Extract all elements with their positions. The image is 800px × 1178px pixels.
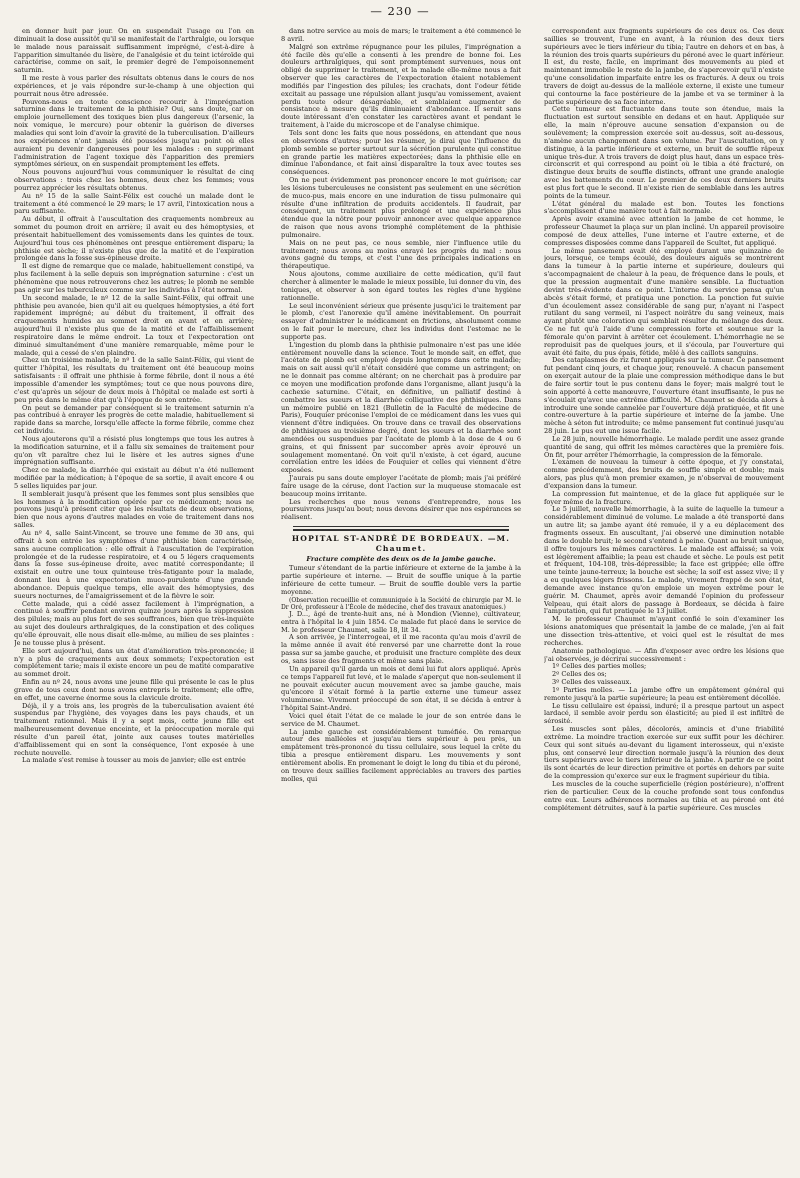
- paragraph: Au nº 4, salle Saint-Vincent, se trouve une femme de 30 ans, qui offrait à son entrée les symptômes d'une phthisie bien caractérisée, sans aucune complication : elle offrait à l'auscultation de l'expiration prolongée et de la rudesse respiratoire, et 4 ou 5 légers craquements dans la fosse sus-épineuse droite, avec matité correspondante; il existait en outre une toux quinteuse très-fatigante pour la malade, donnant lieu à une expectoration muco-purulente d'une grande abondance. Depuis quelque temps, elle avait des hémoptysies, des sueurs nocturnes, de l'amaigrissement et de la fièvre le soir.: [14, 529, 254, 600]
- paragraph: Il me reste à vous parler des résultats obtenus dans le cours de nos expériences, et je vais répondre sur-le-champ à une objection qui pourrait nous être adressée.: [14, 74, 254, 98]
- paragraph: L'ingestion du plomb dans la phthisie pulmonaire n'est pas une idée entièrement nouvelle dans la science. Tout le monde sait, en effet, que l'acétate de plomb est employé depuis longtemps dans cette maladie; mais on sait aussi qu'il n'était considéré que comme un astringent; on ne le donnait pas comme altérant; on ne cherchait pas à produire par ce moyen une modification profonde dans l'organisme, allant jusqu'à la cachexie saturnine. C'était, en définitive, un palliatif destiné à combattre les sueurs et la diarrhée colliquative des phthisiques. Dans un mémoire publié en 1821 (Bulletin de la Faculté de médecine de Paris), Fouquier préconise l'emploi de ce médicament dans les vues qui viennent d'être indiquées. On trouve dans ce travail des observations de phthisiques au troisième degré, dont les sueurs et la diarrhée sont amendées ou suspendues par l'acétate de plomb à la dose de 4 ou 6 grains, et qui finissent par succomber après avoir éprouvé un soulagement momentané. On voit qu'il n'existe, à cet égard, aucune corrélation entre les idées de Fouquier et celles qui viennent d'être exposées.: [281, 340, 521, 475]
- paragraph: La jambe gauche est considérablement tuméfiée. On remarque autour des malléoles et jusqu'au tiers supérieur à peu près, un empâtement très-prononcé du tissu cellulaire, sous lequel la crête du tibia a presque entièrement disparu. Les mouvements y sont entièrement abolis. En promenant le doigt le long du tibia et du péroné, on trouve deux saillies facilement appréciables au travers des parties molles, qui: [281, 727, 521, 783]
- paragraph: Tels sont donc les faits que nous possédons, en attendant que nous en observions d'autres; pour les résumer, je dirai que l'influence du plomb semble se porter surtout sur la sécrétion purulente qui constitue en grande partie les matières expectorées; dans la phthisie elle en diminue l'abondance, et fait ainsi disparaître la toux avec toutes ses conséquences.: [281, 128, 521, 177]
- paragraph: Enfin au nº 24, nous avons une jeune fille qui présente le cas le plus grave de tous ceux dont nous avons entrepris le traitement; elle offre, en effet, une caverne énorme sous la clavicule droite.: [14, 678, 254, 702]
- page-number: — 230 —: [370, 4, 430, 18]
- article-subtitle: Fracture complète des deux os de la jambe gauche.: [306, 555, 496, 564]
- paragraph: en donner huit par jour. On en suspendait l'usage ou l'on en diminuait la dose aussitôt qu'il se manifestait de l'arthralgie, ou lorsque le malade nous paraissait suffisamment imprégné, c'est-à-dire à l'apparition simultanée du lisère, de l'analgésie et du teint ictéroïde qui caractérise, comme on sait, le premier degré de l'empoisonnement saturnin.: [14, 28, 254, 75]
- paragraph: Cette malade, qui a cédé assez facilement à l'imprégnation, a continué à souffrir pendant environ quinze jours après la suppression des pilules; mais au plus fort de ses souffrances, bien que très-inquiète au sujet des douleurs arthralgiques, de la constipation et des coliques qu'elle éprouvait, elle nous disait elle-même, au milieu de ses plaintes : Je ne tousse plus à présent.: [14, 599, 254, 647]
- paragraph: Voici quel était l'état de ce malade le jour de son entrée dans le service de M. Chaumet.: [281, 711, 521, 728]
- paragraph: Mais on ne peut pas, ce nous semble, nier l'influence utile du traitement; nous avons au moins enrayé les progrès du mal : nous avons gagné du temps, et c'est l'une des principales indications en thérapeutique.: [281, 238, 521, 271]
- paragraph: Le 28 juin, nouvelle hémorrhagie. Le malade perdit une assez grande quantité de sang, qui offrit les mêmes caractères que la première fois. On fit, pour arrêter l'hémorrhagie, la compression de la fémorale.: [544, 434, 784, 459]
- paragraph: On peut se demander par conséquent si le traitement saturnin n'a pas contribué à enrayer les progrès de cette maladie, habituellement si rapide dans sa marche, lorsqu'elle affecte la forme fébrile, comme chez cet individu.: [14, 403, 254, 436]
- paragraph: Les muscles de la couche superficielle (région postérieure), n'offrent rien de particulier. Ceux de la couche profonde sont tous confondus entre eux. Leurs adhérences normales au tibia et au péroné ont été complétement détruites, sauf à la partie supérieure. Ces muscles: [544, 780, 784, 812]
- paragraph: M. le professeur Chaumet m'ayant confié le soin d'examiner les lésions anatomiques que présentait la jambe de ce malade, j'en ai fait une dissection très-attentive, et voici quel est le résultat de mes recherches.: [544, 615, 784, 647]
- paragraph: J'aurais pu sans doute employer l'acétate de plomb; mais j'ai préféré faire usage de la céruse, dont l'action sur la muqueuse stomacale est beaucoup moins irritante.: [281, 474, 521, 498]
- article-note: (Observation recueillie et communiquée à la Société de chirurgie par M. le Dr Oré, professeur à l'École de médecine, chef des travaux anatomiques.): [281, 596, 521, 611]
- paragraph: Le même pansement avait été employé durant une quinzaine de jours, lorsque, ce temps écoulé, des douleurs aiguës se montrèrent dans la tumeur à la partie interne et supérieure, douleurs qui s'accompagnaient de chaleur à la peau, de fréquence dans le pouls, et que la pression augmentait d'une manière sensible. La fluctuation devint très-évidente dans ce point. L'interne du service pensa qu'un abcès s'était formé, et pratiqua une ponction. La ponction fut suivie d'un écoulement assez considérable de sang pur, n'ayant ni l'aspect rutilant du sang vermeil, ni l'aspect noirâtre du sang veineux, mais ayant plutôt une coloration qui semblait résulter du mélange des deux. Ce ne fut qu'à l'aide d'une compression forte et soutenue sur la fémorale qu'on parvint à arrêter cet écoulement. L'hémorrhagie ne se reproduisit pas de quelques jours, et il s'écoula, par l'ouverture qui avait été faite, du pus épais, fétide, mêlé à des caillots sanguins.: [544, 246, 784, 357]
- paragraph: Au nº 15 de la salle Saint-Félix est couché un malade dont le traitement a été commencé le 29 mars; le 17 avril, l'intoxication nous a paru suffisante.: [14, 191, 254, 216]
- paragraph: Pouvons-nous en toute conscience recourir à l'imprégnation saturnine dans le traitement de la phthisie? Oui, sans doute, car on emploie journellement des toxiques bien plus dangereux (l'arsenic, la noix vomique, le mercure) pour obtenir la guérison de diverses maladies qui sont loin d'avoir la gravité de la tuberculisation. D'ailleurs nos expériences n'ont jamais été poussées jusqu'au point où elles auraient pu devenir dangereuses pour les malades : en supprimant l'administration de l'agent toxique dès l'apparition des premiers symptômes sérieux, on en suspendait promptement les effets.: [14, 97, 254, 169]
- paragraph: Après avoir examiné avec attention la jambe de cet homme, le professeur Chaumet la plaça sur un plan incliné. Un appareil provisoire composé de deux attelles, l'une interne et l'autre externe, et de compresses disposées comme dans l'appareil de Scultet, fut appliqué.: [544, 215, 784, 247]
- section-divider: [293, 526, 509, 527]
- paragraph: Des cataplasmes de riz furent appliqués sur la tumeur. Ce pansement fut pendant cinq jours, et chaque jour, renouvelé. A chacun pansement on exerçait autour de la plaie une compression méthodique dans le but de faire sortir tout le pus contenu dans le foyer; mais malgré tout le soin apporté à cette manœuvre, l'ouverture étant insuffisante, le pus ne s'écoulait qu'avec une extrême difficulté. M. Chaumet se décida alors à introduire une sonde cannelée par l'ouverture déjà pratiquée, et fit une contre-ouverture à la partie supérieure et interne de la jambe. Une mèche à séton fut introduite; ce même pansement fut continué jusqu'au 28 juin. Le pus eut une issue facile.: [544, 356, 784, 436]
- article-summary: Tumeur s'étendant de la partie inférieure et externe de la jambe à la partie supérieure et interne. — Bruit de souffle unique à la partie inférieure de cette tumeur. — Bruit de souffle double vers la partie moyenne.: [281, 564, 521, 596]
- paragraph: J. D..., âgé de trente-huit ans, né à Mondion (Vienne), cultivateur, entra à l'hôpital le 4 juin 1854. Ce malade fut placé dans le service de M. le professeur Chaumet, salle 18, lit 34.: [281, 609, 521, 634]
- paragraph: Nous ajoutons, comme auxiliaire de cette médication, qu'il faut chercher à alimenter le malade le mieux possible, lui donner du vin, des toniques, et observer à son égard toutes les règles d'une hygiène rationnelle.: [281, 270, 521, 302]
- paragraph: dans notre service au mois de mars; le traitement a été commencé le 8 avril.: [281, 28, 521, 43]
- paragraph: 3º Celles des vaisseaux.: [552, 678, 632, 687]
- section-title: HOPITAL ST-ANDRÉ DE BORDEAUX. —M. Chaumet.: [291, 534, 511, 554]
- paragraph: Le seul inconvénient sérieux que présente jusqu'ici le traitement par le plomb, c'est l'anorexie qu'il amène inévitablement. On pourrait essayer d'administrer le médicament en frictions, absolument comme on le fait pour le mercure, chez les individus dont l'estomac ne le supporte pas.: [281, 301, 521, 341]
- paragraph: Le tissu cellulaire est épaissi, induré; il a presque partout un aspect lardacé, il semble avoir perdu son élasticité; au pied il est infiltré de sérosité.: [544, 701, 784, 726]
- paragraph: On ne peut évidemment pas prononcer encore le mot guérison; car les lésions tuberculeuses ne consistent pas seulement en une sécrétion de muco-pus, mais encore en une induration de tissu pulmonaire qui résulte d'une infiltration de produits accidentels. Il faudrait, par conséquent, un traitement plus prolongé et une expérience plus étendue que la nôtre pour pouvoir annoncer avec quelque apparence de raison que nous avons triomphé complétement de la phthisie pulmonaire.: [281, 176, 521, 239]
- paragraph: Les muscles sont pâles, décolorés, amincis et d'une friabilité extrême. La moindre traction exercée sur eux suffit pour les déchirer. Ceux qui sont situés au-devant du ligament interosseux, qui n'existe plus, ont conservé leur direction normale jusqu'à la réunion des deux tiers supérieurs avec le tiers inférieur de la jambe. A partir de ce point ils sont écartés de leur direction primitive et portés en dehors par suite de la compression qu'exerce sur eux le fragment supérieur du tibia.: [544, 725, 784, 781]
- paragraph: Il semblerait jusqu'à présent que les femmes sont plus sensibles que les hommes à la modification opérée par ce médicament; nous ne pouvons jusqu'à présent citer que les résultats de deux observations, bien que nous ayons d'autres malades en voie de traitement dans nos salles.: [14, 489, 254, 530]
- paragraph: Un second malade, le nº 12 de la salle Saint-Félix, qui offrait une phthisie peu avancée, bien qu'il ait eu quelques hémoptysies, a été fort rapidement imprégné; au début du traitement, il offrait des craquements humides au sommet droit en avant et en arrière; aujourd'hui il n'existe plus que de la matité et de l'affaiblissement respiratoire dans le même endroit. La toux et l'expectoration ont diminué simultanément d'une manière remarquable, même pour le malade, qui a cessé de s'en plaindre.: [14, 293, 254, 357]
- paragraph: L'examen de nouveau la tumeur à cette époque, et j'y constatai, comme précédemment, des bruits de souffle simple et double; mais alors, pas plus qu'à mon premier examen, je n'observai de mouvement d'expansion dans la tumeur.: [544, 458, 784, 490]
- paragraph: Anatomie pathologique. — Afin d'exposer avec ordre les lésions que j'ai observées, je décrirai successivement :: [544, 646, 784, 663]
- paragraph: Cette tumeur est fluctuante dans toute son étendue, mais la fluctuation est surtout sensible en dedans et en haut. Appliquée sur elle, la main n'éprouve aucune sensation d'expansion ou de soulèvement; la compression exercée soit au-dessus, soit au-dessous, n'amène aucun changement dans son volume. Par l'auscultation, on y distingue, à la partie inférieure et externe, un bruit de souffle râpeux unique très-dur. A trois travers de doigt plus haut, dans un espace très-circonscrit et qui correspond au point où le tibia a été fracturé, on distingue deux bruits de souffle distincts, offrant une grande analogie avec les battements du cœur. Le premier de ces deux derniers bruits est plus fort que le second. Il n'existe rien de semblable dans les autres points de la tumeur.: [544, 105, 784, 200]
- paragraph: Déjà, il y a trois ans, les progrès de la tuberculisation avaient été suspendus par l'hygiène, des voyages dans les pays chauds, et un traitement rationnel. Mais il y a sept mois, cette jeune fille est malheureusement devenue enceinte, et la préoccupation morale qui résulte d'un pareil état, jointe aux causes toutes matérielles d'affaiblissement qui en sont la conséquence, l'ont exposée à une rechute nouvelle.: [14, 701, 254, 757]
- paragraph: Nous ajouterons qu'il a résisté plus longtemps que tous les autres à la modification saturnine, et il a fallu six semaines de traitement pour qu'on vît paraître chez lui le lisère et les autres signes d'une imprégnation suffisante.: [14, 434, 254, 467]
- paragraph: 2º Celles des os;: [552, 670, 607, 679]
- paragraph: La malade s'est remise à tousser au mois de janvier; elle est entrée: [22, 756, 246, 765]
- section-divider-double: [293, 529, 509, 531]
- paragraph: Nous pouvons aujourd'hui vous communiquer le résultat de cinq observations : trois chez les hommes, deux chez les femmes; vous pourrez apprécier les résultats obtenus.: [14, 168, 254, 192]
- paragraph: Les recherches que nous venons d'entreprendre, nous les poursuivrons jusqu'au bout; nous devons désirer que nos espérances se réalisent.: [281, 497, 521, 522]
- paragraph: 1º Parties molles. — La jambe offre un empâtement général qui remonte jusqu'à la partie supérieure; la peau est entièrement décollée.: [544, 685, 784, 702]
- paragraph: Au début, il offrait à l'auscultation des craquements nombreux au sommet du poumon droit en arrière; il avait eu des hémoptysies, et présentait habituellement des vomissements dans les quintes de toux. Aujourd'hui tous ces phénomènes ont presque entièrement disparu; la phthisie est sèche; il n'existe plus que de la matité et de l'expiration prolongée dans la fosse sus-épineuse droite.: [14, 215, 254, 263]
- paragraph: A son arrivée, je l'interrogeai, et il me raconta qu'au mois d'avril de la même année il avait été renversé par une charrette dont la roue passa sur sa jambe gauche, et produisit une fracture complète des deux os, sans issue des fragments et même sans plaie.: [281, 633, 521, 665]
- paragraph: Chez un troisième malade, le nº 1 de la salle Saint-Félix, qui vient de quitter l'hôpital, les résultats du traitement ont été beaucoup moins satisfaisants : il offrait une phthisie à forme fébrile, dont il nous a été impossible d'amender les symptômes; tout ce que nous pouvons dire, c'est qu'après un séjour de deux mois à l'hôpital ce malade est sorti à peu près dans le même état qu'à l'époque de son entrée.: [14, 356, 254, 404]
- paragraph: correspondent aux fragments supérieurs de ces deux os. Ces deux saillies se trouvent, l'une en avant, à la réunion des deux tiers supérieurs avec le tiers inférieur du tibia; l'autre en dehors et en bas, à la réunion des trois quarts supérieurs du péroné avec le quart inférieur. Il est, du reste, facile, en imprimant des mouvements au pied et maintenant immobile le reste de la jambe, de s'apercevoir qu'il n'existe qu'une consolidation imparfaite entre les os fracturés. A deux ou trois travers de doigt au-dessus de la malléole externe, il existe une tumeur qui contourne la face postérieure de la jambe et va se terminer à la partie supérieure de sa face interne.: [544, 28, 784, 106]
- paragraph: Malgré son extrême répugnance pour les pilules, l'imprégnation a été facile dès qu'elle a consenti à les prendre de bonne foi. Les douleurs arthralgiques, qui sont promptement survenues, nous ont obligé de supprimer le traitement, et la malade elle-même nous a fait observer que les caractères de l'expectoration étaient notablement modifiés par l'ingestion des pilules; les crachats, dont l'odeur fétide excitait au passage une répulsion allant jusqu'au vomissement, avaient perdu toute odeur désagréable, et semblaient augmenter de consistance à mesure qu'ils diminuaient d'abondance. Il serait sans doute intéressant d'en constater les caractères avant et pendant le traitement, à l'aide du microscope et de l'analyse chimique.: [281, 42, 521, 130]
- paragraph: Il est digne de remarque que ce malade, habituellement constipé, va plus facilement à la selle depuis son imprégnation saturnine : c'est un phénomène que nous retrouverons chez les autres; le plomb ne semble pas agir sur les tubercuIeux comme sur les individus à l'état normal.: [14, 262, 254, 294]
- paragraph: 1º Celles des parties molles;: [552, 662, 647, 671]
- paragraph: Le 5 juillet, nouvelle hémorrhagie, à la suite de laquelle la tumeur a considérablement diminué de volume. Le malade a été transporté dans un autre lit; sa jambe ayant été remuée, il y a eu déplacement des fragments osseux. En auscultant, j'ai observé une diminution notable dans le double bruit; le second s'entend à peine. Quant au bruit unique, il offre toujours les mêmes caractères. Le malade est affaissé; sa voix est légèrement affaiblie; la peau est chaude et sèche. Le pouls est petit et fréquent, 104-108, très-dépressible; la face est grippée; elle offre une teinte jaune-terreux; la bouche est sèche; la soif est assez vive; il y a eu quelques légers frissons. Le malade, vivement frappé de son état, demande avec instance qu'on emploie un moyen extrême pour le guérir. M. Chaumet, après avoir demandé l'opinion du professeur Velpeau, qui était alors de passage à Bordeaux, se décida à faire l'amputation, qui fut pratiquée le 13 juillet.: [544, 505, 784, 616]
- paragraph: Un appareil qu'il garda un mois et demi lui fut alors appliqué. Après ce temps l'appareil fut levé, et le malade s'aperçut que non-seulement il ne pouvait exécuter aucun mouvement avec sa jambe gauche, mais qu'encore il s'était formé à la partie externe une tumeur assez volumineuse. Vivement préoccupé de son état, il se décida à entrer à l'hôpital Saint-André.: [281, 664, 521, 713]
- column-right: [544, 28, 784, 1172]
- column-middle: [281, 28, 521, 1172]
- column-left: [14, 28, 254, 1172]
- paragraph: Chez ce malade, la diarrhée qui existait au début n'a été nullement modifiée par la médication; à l'époque de sa sortie, il avait encore 4 ou 5 selles liquides par jour.: [14, 466, 254, 490]
- paragraph: Elle sort aujourd'hui, dans un état d'amélioration très-prononcée; il n'y a plus de craquements aux deux sommets; l'expectoration est complétement tarie; mais il existe encore un peu de matité comparative au sommet droit.: [14, 646, 254, 679]
- paragraph: La compression fut maintenue, et de la glace fut appliquée sur le foyer même de la fracture.: [544, 489, 784, 506]
- paragraph: L'état général du malade est bon. Toutes les fonctions s'accomplissent d'une manière tout à fait normale.: [544, 199, 784, 216]
